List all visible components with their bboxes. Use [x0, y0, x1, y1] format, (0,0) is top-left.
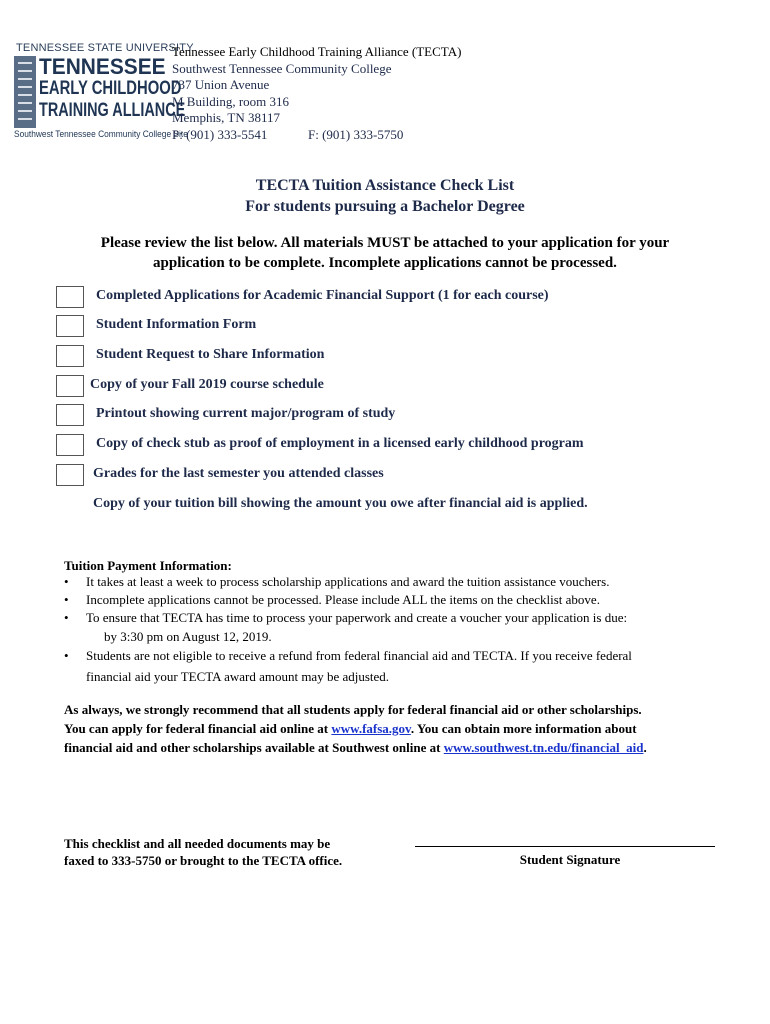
signature-label: Student Signature — [519, 852, 621, 867]
southwest-financial-aid-link[interactable]: www.southwest.tn.edu/financial_aid — [443, 740, 644, 755]
logo-line-tennessee: TENNESSEE — [39, 54, 166, 79]
logo-university-text: TENNESSEE STATE UNIVERSITY — [16, 42, 194, 54]
recommendation-line-3-start: financial aid and other scholarships available at Southwest online at — [64, 740, 444, 755]
college-name: Southwest Tennessee Community College — [172, 60, 392, 76]
city-address: Memphis, TN 38117 — [172, 110, 280, 125]
page-title: TECTA Tuition Assistance Check List — [255, 177, 515, 194]
recommendation-line-2-start: You can apply for federal financial aid online at — [64, 721, 332, 736]
bullet-icon: • — [64, 574, 69, 589]
bullet-icon: • — [64, 648, 69, 663]
logo-line-early-childhood: EARLY CHILDHOOD — [39, 78, 182, 99]
org-name: Tennessee Early Childhood Training Alliance (TECTA) — [172, 44, 462, 59]
footer-line-1: This checklist and all needed documents may be — [64, 836, 331, 851]
page-subtitle: For students pursuing a Bachelor Degree — [245, 198, 525, 215]
recommendation-line-2-end: . You can obtain more information about — [410, 721, 637, 736]
checkbox-grades[interactable] — [56, 464, 84, 486]
building-address: M Building, room 316 — [172, 93, 290, 109]
recommendation-paragraph — [64, 700, 744, 757]
recommendation-line-1: As always, we strongly recommend that all students apply for federal financial aid or other scholarships. — [64, 702, 642, 717]
footer-line-2: faxed to 333-5750 or brought to the TECTA office. — [64, 853, 343, 868]
payment-bullet-3: To ensure that TECTA has time to process your paperwork and create a voucher your application is due: — [86, 610, 628, 625]
checkbox-major-printout[interactable] — [56, 404, 84, 426]
checklist-item-course-schedule: Copy of your Fall 2019 course schedule — [90, 377, 324, 392]
checklist-item-tuition-bill: Copy of your tuition bill showing the amount you owe after financial aid is applied. — [93, 496, 588, 511]
checkbox-check-stub[interactable] — [56, 434, 84, 456]
checkbox-course-schedule[interactable] — [56, 375, 84, 397]
street-address: 737 Union Avenue — [172, 77, 270, 92]
payment-due-date: by 3:30 pm on August 12, 2019. — [104, 629, 272, 644]
logo-line-training-alliance: TRAINING ALLIANCE — [39, 100, 186, 121]
checkbox-share-info[interactable] — [56, 345, 84, 367]
checklist-item-applications: Completed Applications for Academic Financial Support (1 for each course) — [96, 288, 549, 303]
checklist-item-student-info: Student Information Form — [96, 317, 257, 332]
fafsa-link[interactable]: www.fafsa.gov — [331, 721, 411, 736]
payment-heading: Tuition Payment Information: — [64, 558, 232, 573]
payment-bullet-1: It takes at least a week to process scholarship applications and award the tuition assistance vouchers. — [86, 574, 610, 589]
phone-number: P: (901) 333-5541 — [172, 126, 268, 142]
checklist-item-major-printout: Printout showing current major/program of study — [96, 406, 396, 421]
intro-line-2: application to be complete. Incomplete applications cannot be processed. — [153, 255, 617, 271]
fax-number: F: (901) 333-5750 — [308, 126, 404, 142]
tecta-logo — [14, 42, 194, 142]
logo-emblem-icon — [14, 56, 36, 128]
signature-line[interactable] — [415, 846, 715, 847]
checkbox-applications[interactable] — [56, 286, 84, 308]
payment-bullet-4: Students are not eligible to receive a refund from federal financial aid and TECTA. If you receive federal — [86, 648, 632, 663]
intro-line-1: Please review the list below. All materials MUST be attached to your application for your — [100, 235, 670, 251]
bullet-icon: • — [64, 610, 69, 625]
footer-note — [64, 835, 342, 869]
payment-refund-continued: financial aid your TECTA award amount may be adjusted. — [86, 669, 390, 684]
logo-site-text: Southwest Tennessee Community College Site — [14, 129, 188, 139]
payment-bullet-2: Incomplete applications cannot be processed. Please include ALL the items on the checklist above. — [86, 592, 600, 607]
org-address-block — [172, 44, 461, 143]
checklist-item-share-info: Student Request to Share Information — [96, 347, 325, 362]
checklist-item-check-stub: Copy of check stub as proof of employment in a licensed early childhood program — [96, 436, 584, 451]
checklist-item-grades: Grades for the last semester you attended classes — [93, 466, 384, 481]
bullet-icon: • — [64, 592, 69, 607]
checkbox-student-info[interactable] — [56, 315, 84, 337]
recommendation-line-3-end: . — [643, 740, 647, 755]
